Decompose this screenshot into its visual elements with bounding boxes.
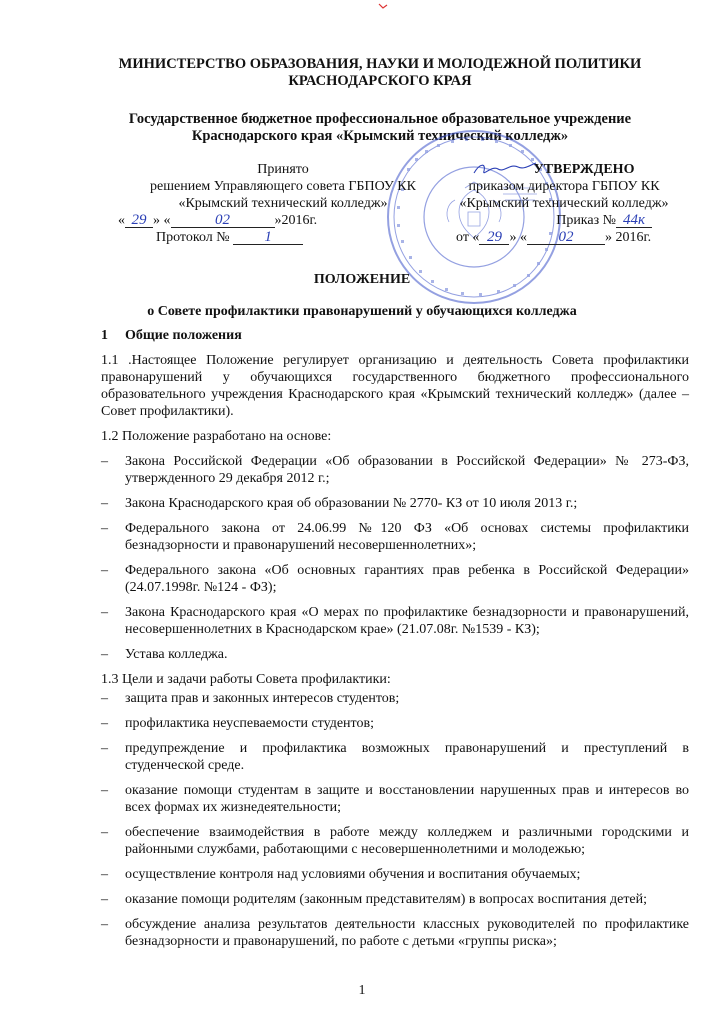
approved-date-line xyxy=(440,229,688,246)
ministry-heading xyxy=(110,56,650,90)
college-heading xyxy=(110,111,650,145)
approved-date-suffix: » 2016г. xyxy=(604,230,652,245)
accepted-date-day: 29 xyxy=(125,213,153,228)
list-item xyxy=(101,453,689,487)
accepted-by-decision: решением Управляющего совета ГБПОУ КК xyxy=(150,179,416,194)
list-item-text: оказание помощи родителям (законным представителям) в вопросах воспитания детей; xyxy=(125,892,648,907)
dash-bullet: – xyxy=(101,521,108,536)
list-item-text: обеспечение взаимодействия в работе между колледжем и различными городскими и районными службами, работающими с несовершеннолетними и молодежью; xyxy=(125,825,689,857)
list-item-text: защита прав и законных интересов студентов; xyxy=(125,691,400,706)
dash-bullet: – xyxy=(101,716,108,731)
list-item xyxy=(101,562,689,596)
list-item xyxy=(101,866,689,883)
dash-bullet: – xyxy=(101,917,108,932)
dash-bullet: – xyxy=(101,454,108,469)
goals-list xyxy=(101,690,689,950)
approved-by-order: приказом директора ГБПОУ КК xyxy=(468,179,660,194)
college-line-1: Государственное бюджетное профессиональное образовательное учреждение xyxy=(128,111,632,127)
list-item-text: Федерального закона от 24.06.99 №120 ФЗ «Об основах системы профилактики безнадзорности и правонарушений несовершеннолетних»; xyxy=(125,521,689,553)
paragraph-1-1: 1.1 .Настоящее Положение регулирует организацию и деятельность Совета профилактики правонарушений у обучающихся государственного бюджетного профессионального образовательного учреждения Краснодарского края «Крымский технический колледж» (далее – Совет профилактики). xyxy=(101,353,689,419)
college-line-2: Краснодарского края «Крымский технический колледж» xyxy=(191,128,569,144)
protocol-label: Протокол № xyxy=(156,230,230,245)
director-signature xyxy=(470,159,540,179)
section-heading xyxy=(101,327,689,344)
document-title: ПОЛОЖЕНИЕ xyxy=(313,272,411,287)
list-item xyxy=(101,604,689,638)
approved-label: УТВЕРЖДЕНО xyxy=(533,162,635,177)
paragraph-1-2: 1.2 Положение разработано на основе: xyxy=(101,429,332,444)
list-item-text: Закона Краснодарского края «О мерах по профилактике безнадзорности и правонарушений, несовершеннолетних в Краснодарском крае» (21.07.08г. №1539 - КЗ); xyxy=(125,605,689,637)
scan-mark-icon xyxy=(378,2,388,10)
section-title: Общие положения xyxy=(125,328,242,343)
list-item-text: Федерального закона «Об основных гарантиях прав ребенка в Российской Федерации» (24.07.1998г. №124 - ФЗ); xyxy=(125,563,689,595)
accepted-date-month: 02 xyxy=(171,213,275,228)
protocol-line xyxy=(118,229,448,246)
date-close-year: »2016г. xyxy=(274,213,318,228)
order-line xyxy=(440,212,688,229)
accepted-block xyxy=(118,161,448,246)
list-item xyxy=(101,782,689,816)
list-item-text: осуществление контроля над условиями обучения и воспитания обучаемых; xyxy=(125,867,581,882)
list-item-text: профилактика неуспеваемости студентов; xyxy=(125,716,374,731)
accepted-date-line xyxy=(118,212,448,229)
list-item xyxy=(101,891,689,908)
list-item xyxy=(101,916,689,950)
dash-bullet: – xyxy=(101,783,108,798)
ministry-line-2: КРАСНОДАРСКОГО КРАЯ xyxy=(288,73,472,89)
ministry-line-1: МИНИСТЕРСТВО ОБРАЗОВАНИЯ, НАУКИ И МОЛОДЕЖНОЙ ПОЛИТИКИ xyxy=(118,56,642,72)
dash-bullet: – xyxy=(101,825,108,840)
document-subtitle: о Совете профилактики правонарушений у обучающихся колледжа xyxy=(147,304,577,319)
dash-bullet: – xyxy=(101,605,108,620)
accepted-college-name: «Крымский технический колледж» xyxy=(178,196,388,211)
dash-bullet: – xyxy=(101,892,108,907)
order-number: 44к xyxy=(616,213,652,228)
list-item xyxy=(101,715,689,732)
list-item-text: Устава колледжа. xyxy=(125,647,228,662)
list-item-text: Закона Российской Федерации «Об образовании в Российской Федерации» № 273-ФЗ, утвержденного 29 декабря 2012 г.; xyxy=(125,454,689,486)
approved-college-name: «Крымский технический колледж» xyxy=(459,196,669,211)
approved-date-prefix: от « xyxy=(456,230,480,245)
dash-bullet: – xyxy=(101,563,108,578)
approved-date-mid: » « xyxy=(509,230,527,245)
list-item xyxy=(101,824,689,858)
accepted-label: Принято xyxy=(257,162,309,177)
dash-bullet: – xyxy=(101,867,108,882)
list-item xyxy=(101,690,689,707)
dash-bullet: – xyxy=(101,496,108,511)
list-item-text: оказание помощи студентам в защите и восстановлении нарушенных прав и интересов во всех формах их жизнедеятельности; xyxy=(125,783,689,815)
list-item-text: Закона Краснодарского края об образовании № 2770- КЗ от 10 июля 2013 г.; xyxy=(125,496,578,511)
approved-date-month: 02 xyxy=(527,230,605,245)
list-item xyxy=(101,646,689,663)
section-number: 1 xyxy=(101,328,108,343)
list-item xyxy=(101,740,689,774)
dash-bullet: – xyxy=(101,741,108,756)
paragraph-1-3: 1.3 Цели и задачи работы Совета профилактики: xyxy=(101,672,391,687)
list-item xyxy=(101,495,689,512)
date-open-quote: « xyxy=(118,213,125,228)
page-number: 1 xyxy=(358,983,366,998)
list-item xyxy=(101,520,689,554)
list-item-text: предупреждение и профилактика возможных правонарушений и преступлений в студенческой среде. xyxy=(125,741,689,773)
date-mid-quote: » « xyxy=(153,213,171,228)
list-item-text: обсуждение анализа результатов деятельности классных руководителей по профилактике безнадзорности и правонарушений, по работе с детьми «группы риска»; xyxy=(125,917,689,949)
dash-bullet: – xyxy=(101,691,108,706)
document-body xyxy=(101,327,689,958)
basis-list xyxy=(101,453,689,663)
dash-bullet: – xyxy=(101,647,108,662)
protocol-number: 1 xyxy=(233,230,303,245)
order-label: Приказ № xyxy=(556,213,616,228)
approved-date-day: 29 xyxy=(479,230,509,245)
